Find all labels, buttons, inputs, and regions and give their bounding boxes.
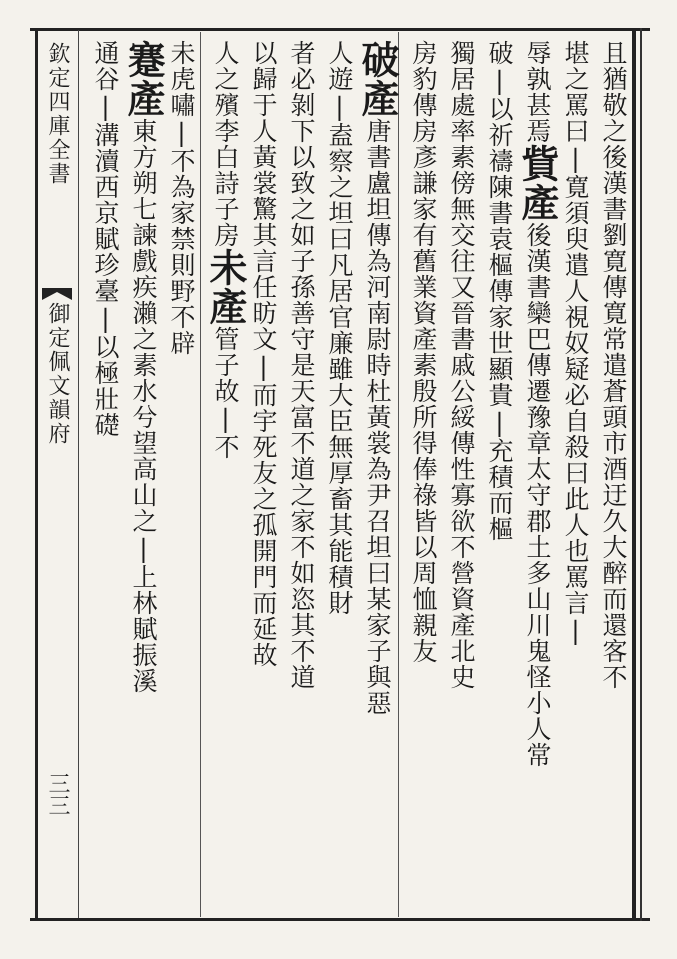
- frame-right-outer-border: [640, 28, 642, 921]
- text-column-9: 者必剝下以致之如子孫善守是天富不道之家不如恣其不道: [287, 40, 316, 690]
- book-subtitle: 御定佩文韻府: [45, 302, 70, 446]
- fish-tail-icon: [40, 286, 74, 302]
- text-column-1: 且猶敬之後漢書劉寛傳寛常遣蒼頭市酒迂久大醉而還客不: [599, 40, 628, 690]
- frame-right-border: [632, 28, 636, 921]
- text-column-11: 人之殯李白詩子房未產管子故|不: [203, 40, 248, 460]
- margin-rule: [78, 30, 79, 918]
- text-column-5: 獨居處率素傍無交往又晉書戚公綏傳性寡欲不營資產北史: [447, 40, 476, 690]
- frame-bottom-border: [30, 918, 650, 921]
- text-column-12: 未虎嘯|不為家禁則野不辟: [167, 40, 196, 356]
- page-number: 三三: [45, 772, 70, 816]
- text-column-2: 堪之罵曰|寛須臾遣人視奴疑必自殺曰此人也罵言|: [561, 40, 590, 646]
- text-column-8: 人遊|盍察之坦曰凡居官廉雖大臣無厚畜其能積財: [325, 40, 354, 616]
- entry-heading: 貲產: [515, 144, 560, 222]
- entry-heading: 破產: [355, 40, 400, 118]
- text-column-14: 通谷|溝瀆西京賦珍臺|以極壯礎: [91, 40, 120, 438]
- entry-heading: 蹇產: [121, 40, 166, 118]
- text-column-6: 房豹傳房彥謙家有舊業資產素殷所得俸祿皆以周恤親友: [409, 40, 438, 664]
- text-column-3: 辱孰甚焉貲產後漢書欒巴傳遷豫章太守郡土多山川鬼怪小人常: [515, 40, 560, 768]
- text-column-7: 破產唐書盧坦傳為河南尉時杜黃裳為尹召坦曰某家子與惡: [355, 40, 400, 716]
- text-column-10: 以歸于人黃裳驚其言任昉文|而宇死友之孤開門而延故: [249, 40, 278, 668]
- column-rule: [398, 32, 399, 917]
- entry-heading: 未產: [203, 248, 248, 326]
- text-column-13: 蹇產東方朔七諫戲疾瀨之素水兮望高山之|上林賦振溪: [121, 40, 166, 694]
- frame-left-border: [35, 28, 38, 921]
- frame-top-border: [30, 28, 650, 31]
- text-column-4: 破|以祈禱陳書袁樞傳家世顯貴|充積而樞: [485, 40, 514, 542]
- column-rule: [200, 32, 201, 917]
- book-title: 欽定四庫全書: [45, 42, 70, 186]
